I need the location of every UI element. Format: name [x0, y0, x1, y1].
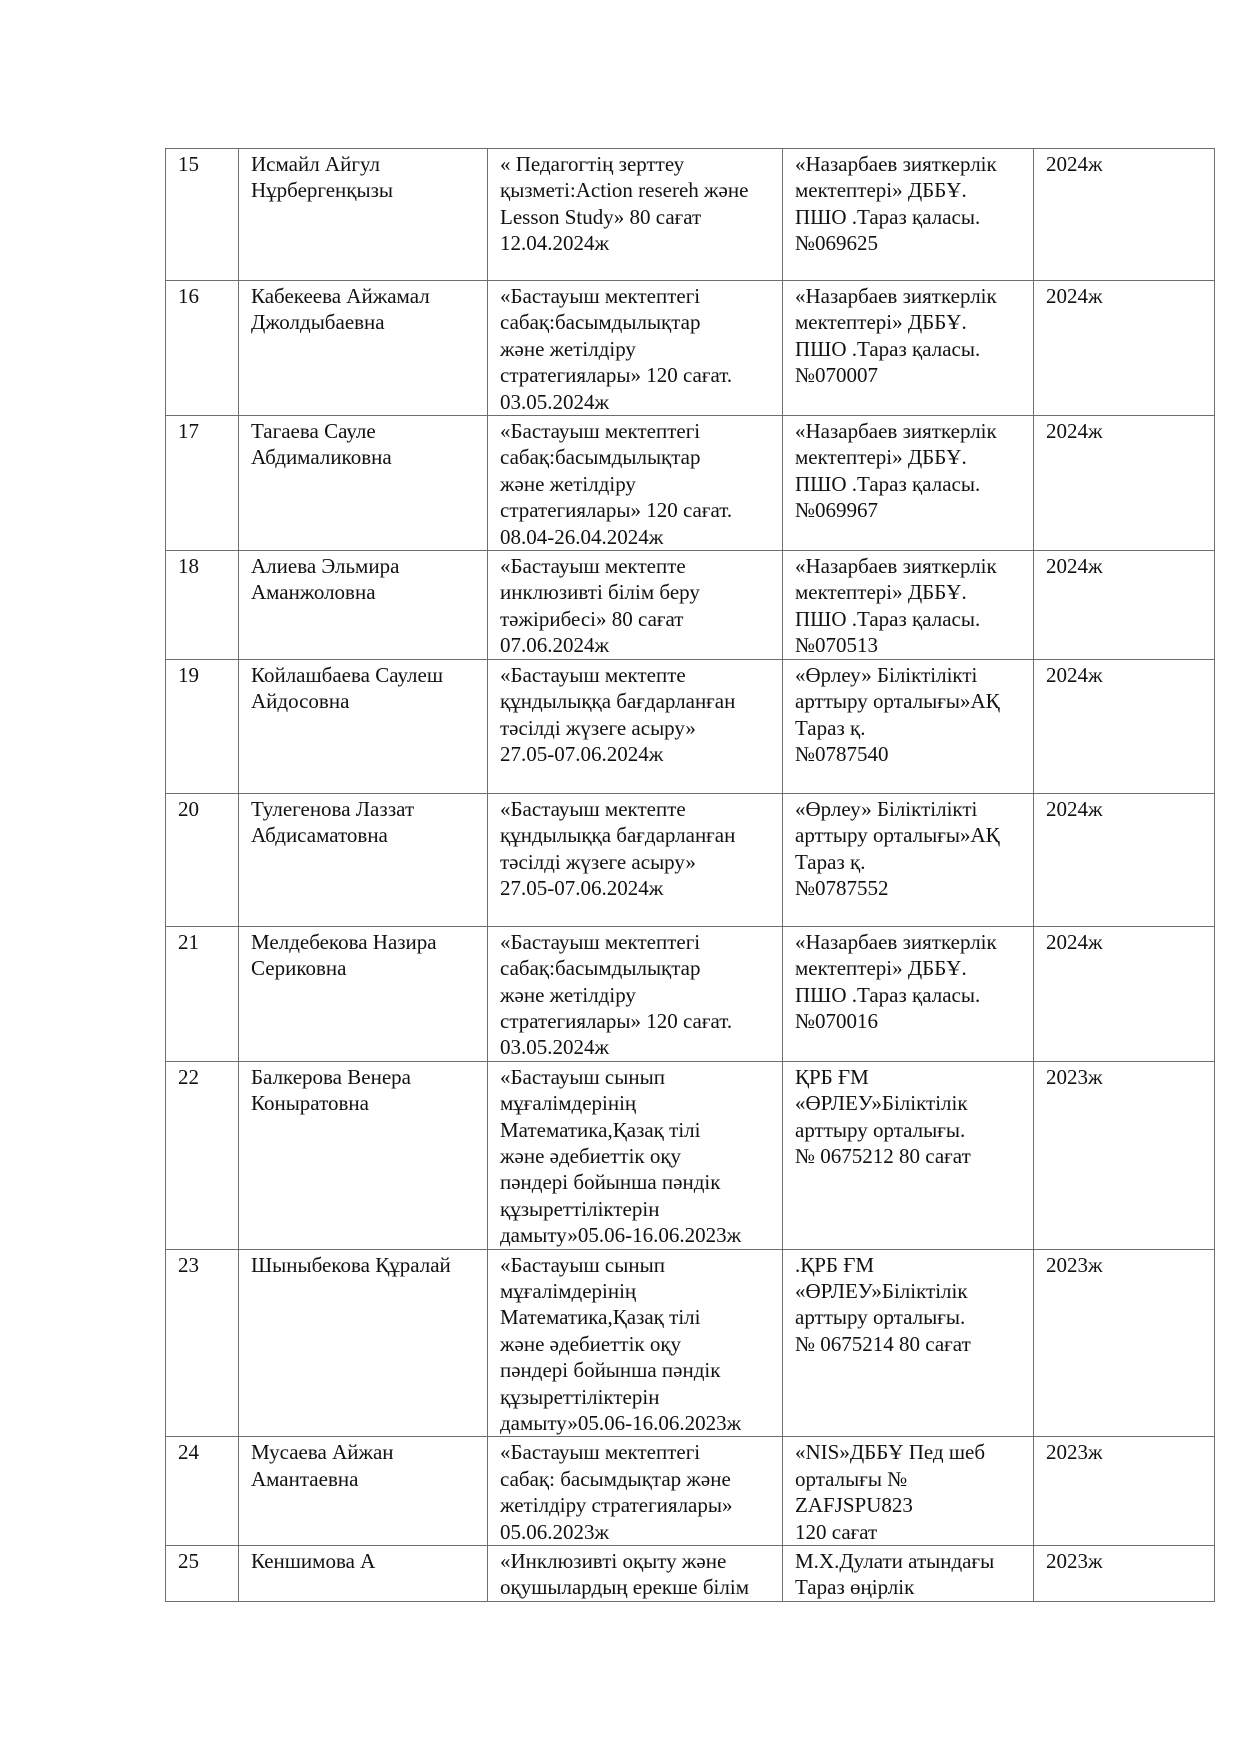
issuing-organization: «Назарбаев зияткерлік мектептері» ДББҰ. ПШО .Тараз қаласы. №070007 [783, 281, 1034, 416]
teacher-name: Мелдебекова Назира Сериковна [239, 926, 488, 1061]
teacher-name: Кеншимова А [239, 1546, 488, 1602]
year: 2023ж [1034, 1249, 1215, 1437]
row-number: 16 [166, 281, 239, 416]
issuing-organization: .ҚРБ ҒМ «ӨРЛЕУ»Біліктілік арттыру орталығы. № 0675214 80 сағат [783, 1249, 1034, 1437]
table-row [166, 551, 1215, 660]
issuing-organization: «Өрлеу» Біліктілікті арттыру орталығы»АҚ Тараз қ. №0787540 [783, 659, 1034, 793]
row-number: 18 [166, 551, 239, 660]
table-row [166, 926, 1215, 1061]
course-title: «Бастауыш мектептегі сабақ:басымдылықтар және жетілдіру стратегиялары» 120 сағат. 08.04-26.04.2024ж [488, 416, 783, 551]
course-title: «Бастауыш мектепте инклюзивті білім беру тәжірибесі» 80 сағат 07.06.2024ж [488, 551, 783, 660]
issuing-organization: ҚРБ ҒМ «ӨРЛЕУ»Біліктілік арттыру орталығы. № 0675212 80 сағат [783, 1061, 1034, 1249]
row-number: 23 [166, 1249, 239, 1437]
row-number: 15 [166, 149, 239, 281]
year: 2024ж [1034, 281, 1215, 416]
row-number: 21 [166, 926, 239, 1061]
table-row [166, 659, 1215, 793]
teacher-name: Тулегенова Лаззат Абдисаматовна [239, 793, 488, 926]
table-row [166, 1061, 1215, 1249]
course-title: «Бастауыш сынып мұғалімдерінің Математика,Қазақ тілі және әдебиеттік оқу пәндері бойынша пәндік құзыреттіліктерін дамыту»05.06-16.06.2023ж [488, 1061, 783, 1249]
issuing-organization: «Өрлеу» Біліктілікті арттыру орталығы»АҚ Тараз қ. №0787552 [783, 793, 1034, 926]
table-row [166, 281, 1215, 416]
row-number: 25 [166, 1546, 239, 1602]
year: 2024ж [1034, 926, 1215, 1061]
year: 2024ж [1034, 416, 1215, 551]
row-number: 20 [166, 793, 239, 926]
table-row [166, 1437, 1215, 1546]
table-row [166, 1249, 1215, 1437]
table-row [166, 416, 1215, 551]
row-number: 24 [166, 1437, 239, 1546]
row-number: 19 [166, 659, 239, 793]
teacher-name: Алиева Эльмира Аманжоловна [239, 551, 488, 660]
teacher-name: Кабекеева Айжамал Джолдыбаевна [239, 281, 488, 416]
year: 2024ж [1034, 659, 1215, 793]
teacher-name: Балкерова Венера Коныратовна [239, 1061, 488, 1249]
course-title: «Бастауыш мектептегі сабақ:басымдылықтар және жетілдіру стратегиялары» 120 сағат. 03.05.2024ж [488, 926, 783, 1061]
teacher-name: Шыныбекова Құралай [239, 1249, 488, 1437]
course-title: «Бастауыш мектептегі сабақ: басымдықтар және жетілдіру стратегиялары» 05.06.2023ж [488, 1437, 783, 1546]
issuing-organization: «Назарбаев зияткерлік мектептері» ДББҰ. ПШО .Тараз қаласы. №069625 [783, 149, 1034, 281]
teacher-name: Исмайл Айгул Нұрбергенқызы [239, 149, 488, 281]
row-number: 22 [166, 1061, 239, 1249]
issuing-organization: «Назарбаев зияткерлік мектептері» ДББҰ. ПШО .Тараз қаласы. №069967 [783, 416, 1034, 551]
teacher-name: Мусаева Айжан Амантаевна [239, 1437, 488, 1546]
year: 2024ж [1034, 149, 1215, 281]
row-number: 17 [166, 416, 239, 551]
table-row [166, 793, 1215, 926]
course-title: «Бастауыш мектепте құндылыққа бағдарланған тәсілді жүзеге асыру» 27.05-07.06.2024ж [488, 793, 783, 926]
course-title: «Бастауыш мектептегі сабақ:басымдылықтар және жетілдіру стратегиялары» 120 сағат. 03.05.2024ж [488, 281, 783, 416]
issuing-organization: «Назарбаев зияткерлік мектептері» ДББҰ. ПШО .Тараз қаласы. №070016 [783, 926, 1034, 1061]
year: 2023ж [1034, 1546, 1215, 1602]
course-title: « Педагогтің зерттеу қызметі:Action resereh және Lesson Study» 80 сағат 12.04.2024ж [488, 149, 783, 281]
teacher-name: Койлашбаева Саулеш Айдосовна [239, 659, 488, 793]
issuing-organization: «NIS»ДББҰ Пед шеб орталығы № ZAFJSPU823 120 сағат [783, 1437, 1034, 1546]
training-records-table [165, 148, 1215, 1602]
year: 2024ж [1034, 551, 1215, 660]
teacher-name: Тагаева Сауле Абдималиковна [239, 416, 488, 551]
year: 2023ж [1034, 1061, 1215, 1249]
issuing-organization: М.Х.Дулати атындағы Тараз өңірлік [783, 1546, 1034, 1602]
issuing-organization: «Назарбаев зияткерлік мектептері» ДББҰ. ПШО .Тараз қаласы. №070513 [783, 551, 1034, 660]
table-row [166, 1546, 1215, 1602]
year: 2023ж [1034, 1437, 1215, 1546]
course-title: «Инклюзивті оқыту және оқушылардың ерекше білім [488, 1546, 783, 1602]
course-title: «Бастауыш сынып мұғалімдерінің Математика,Қазақ тілі және әдебиеттік оқу пәндері бойынша пәндік құзыреттіліктерін дамыту»05.06-16.06.2023ж [488, 1249, 783, 1437]
table-row [166, 149, 1215, 281]
course-title: «Бастауыш мектепте құндылыққа бағдарланған тәсілді жүзеге асыру» 27.05-07.06.2024ж [488, 659, 783, 793]
year: 2024ж [1034, 793, 1215, 926]
